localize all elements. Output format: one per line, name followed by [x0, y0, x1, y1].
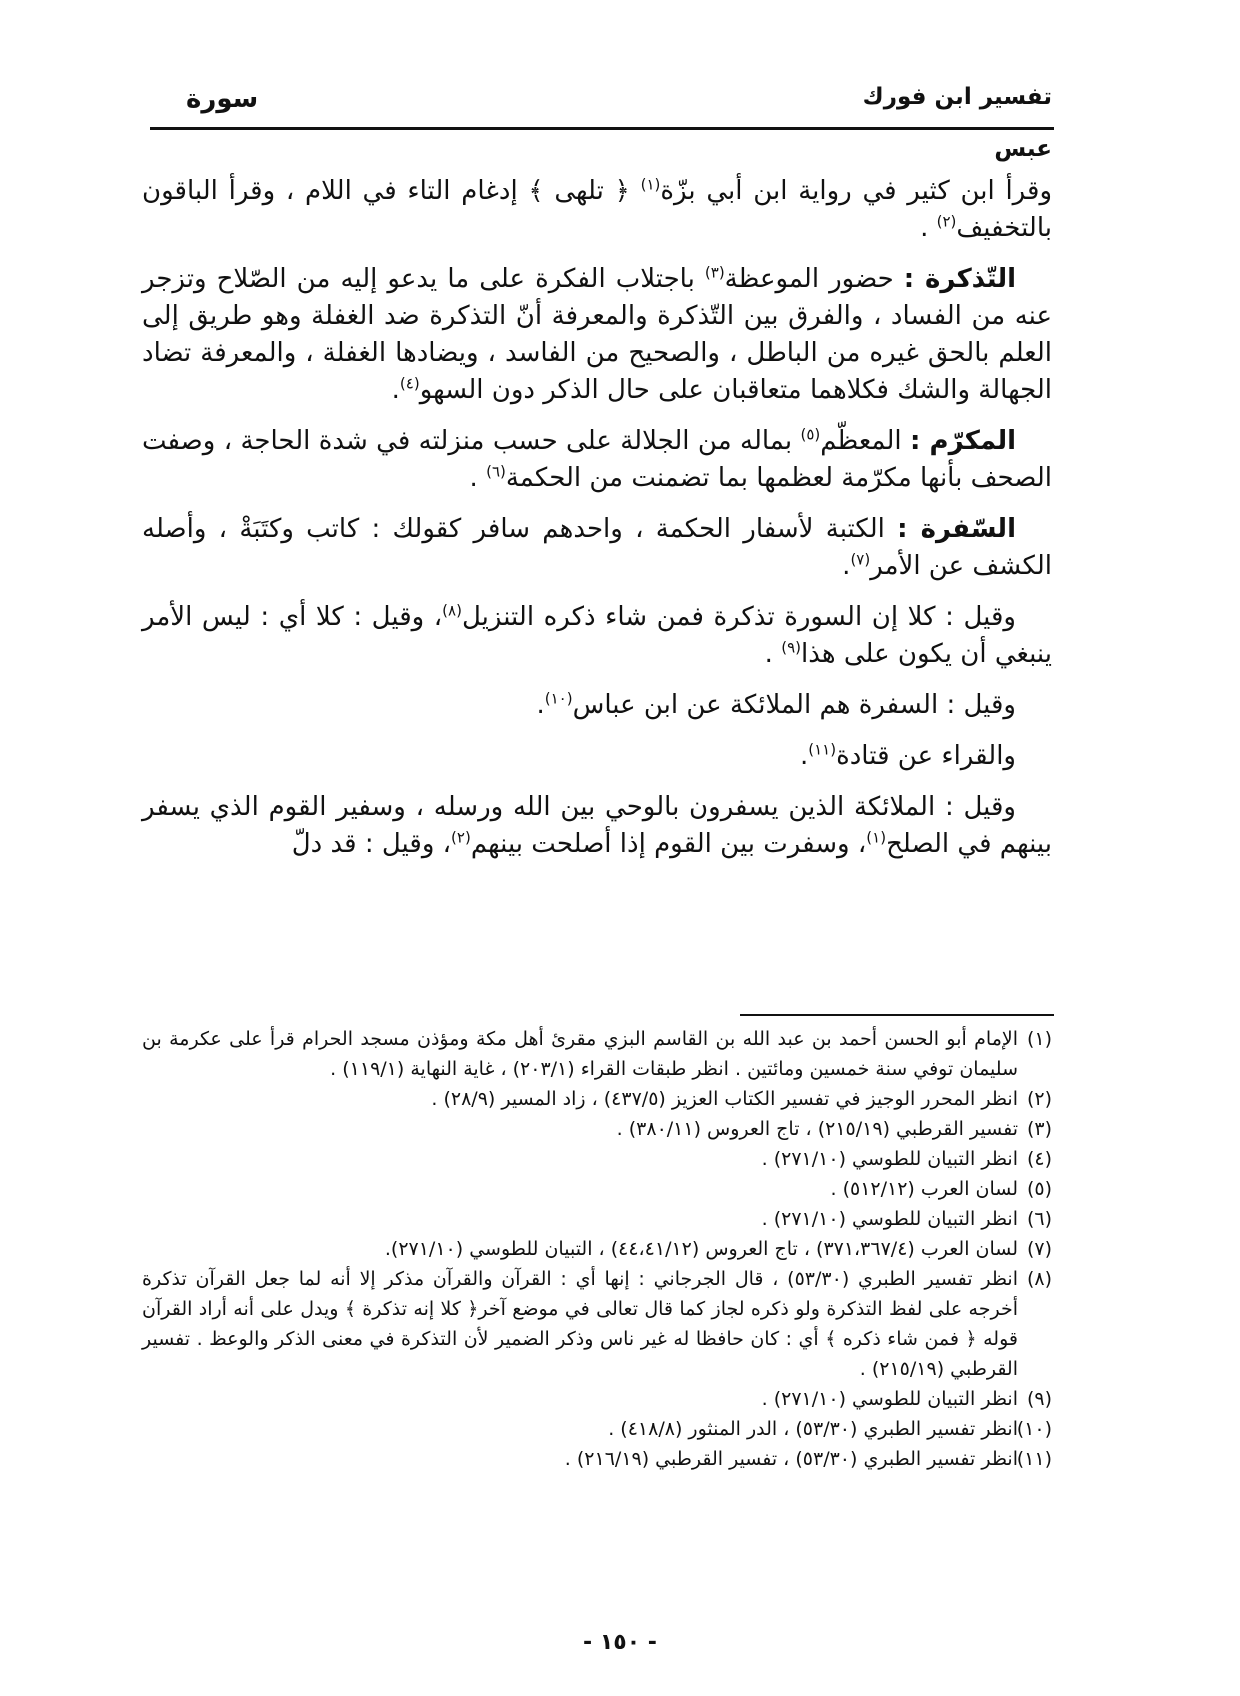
- footnote: (١٠)انظر تفسير الطبري (٥٣/٣٠) ، الدر المنثور (٤١٨/٨) .: [142, 1414, 1052, 1444]
- footnote-number: (٣): [1026, 1118, 1052, 1140]
- defined-term: السّفرة :: [897, 514, 1016, 544]
- footnote: (٩)انظر التبيان للطوسي (٢٧١/١٠) .: [142, 1384, 1052, 1414]
- paragraph: وقيل : كلا إن السورة تذكرة فمن شاء ذكره التنزيل$^{(٨)}$، وقيل : كلا أي : ليس الأمر ينبغي أن يكون على هذا$^{(٩)}$ .: [142, 601, 1052, 669]
- paragraph: والقراء عن قتادة$^{(١١)}$.: [800, 740, 1016, 771]
- footnote: (١١)انظر تفسير الطبري (٥٣/٣٠) ، تفسير القرطبي (٢١٦/١٩) .: [142, 1444, 1052, 1474]
- footnote-ref: (٢): [451, 828, 471, 847]
- footnote-number: (٢): [1026, 1088, 1052, 1110]
- paragraph: وقرأ ابن كثير في رواية ابن أبي بزّة$^{(١)}$ ﴿ تلهى ﴾ إدغام التاء في اللام ، وقرأ الباقون بالتخفيف$^{(٢)}$ .: [142, 175, 1052, 243]
- running-header-book-title: تفسير ابن فورك: [862, 84, 1052, 110]
- footnote: (١)الإمام أبو الحسن أحمد بن عبد الله بن القاسم البزي مقرئ أهل مكة ومؤذن مسجد الحرام قرأ على عكرمة بن سليمان توفي سنة خمسين ومائتين . انظر طبقات القراء (٢٠٣/١) ، غاية النهاية (١١٩/١) .: [142, 1024, 1052, 1084]
- footnote-divider: [740, 1014, 1054, 1016]
- footnote: (٧)لسان العرب (٣٧١،٣٦٧/٤) ، تاج العروس (٤٤،٤١/١٢) ، التبيان للطوسي (٢٧١/١٠).: [142, 1234, 1052, 1264]
- main-text: [142, 173, 1052, 877]
- footnote-ref: (١١): [808, 740, 837, 759]
- paragraph: السّفرة : الكتبة لأسفار الحكمة ، واحدهم سافر كقولك : كاتب وكتَبَةْ ، وأصله الكشف عن الأمر$^{(٧)}$.: [142, 514, 1052, 581]
- footnote-ref: (٩): [781, 638, 801, 657]
- page-number: - ١٥٠ -: [583, 1630, 657, 1655]
- defined-term: المكرّم :: [909, 426, 1017, 456]
- defined-term: التّذكرة :: [903, 264, 1016, 294]
- footnote: (٥)لسان العرب (٥١٢/١٢) .: [142, 1174, 1052, 1204]
- footnote-ref: (١): [640, 175, 661, 194]
- paragraph: وقيل : السفرة هم الملائكة عن ابن عباس$^{(١٠)}$.: [536, 689, 1016, 720]
- footnote-ref: (٣): [704, 263, 725, 282]
- footnote-number: (١٠): [1016, 1418, 1052, 1440]
- footnote-ref: (٧): [850, 550, 871, 569]
- footnote-number: (١١): [1016, 1448, 1052, 1470]
- footnotes: [142, 1024, 1052, 1474]
- footnote: (٦)انظر التبيان للطوسي (٢٧١/١٠) .: [142, 1204, 1052, 1234]
- running-header-section: سورة: [186, 84, 259, 114]
- footnote-number: (١): [1026, 1028, 1052, 1050]
- footnote-number: (٨): [1026, 1268, 1052, 1290]
- footnote: (٨)انظر تفسير الطبري (٥٣/٣٠) ، قال الجرجاني : إنها أي : القرآن والقرآن مذكر إلا أنه لما جعل القرآن تذكرة أخرجه على لفظ التذكرة ولو ذكره لجاز كما قال تعالى في موضع آخر﴿ كلا إنه تذكرة ﴾ ويدل على أنه أراد القرآن قوله ﴿ فمن شاء ذكره ﴾ أي : كان حافظا له غير ناس وذكر الضمير لأن التذكرة في معنى الذكر والوعظ . تفسير القرطبي (٢١٥/١٩) .: [142, 1264, 1052, 1384]
- footnote-ref: (١٠): [544, 689, 573, 708]
- footnote: (٣)تفسير القرطبي (٢١٥/١٩) ، تاج العروس (٣٨٠/١١) .: [142, 1114, 1052, 1144]
- paragraph: التّذكرة : حضور الموعظة$^{(٣)}$ باجتلاب الفكرة على ما يدعو إليه من الصّلاح وتزجر عنه من الفساد ، والفرق بين التّذكرة والمعرفة أنّ التذكرة ضد الغفلة وهو طريق إلى العلم بالحق غيره من الباطل ، والصحيح من الفاسد ، ويضادها الغفلة ، والمعرفة تضاد الجهالة والشك فكلاهما متعاقبان على حال الذكر دون السهو$^{(٤)}$.: [142, 263, 1052, 405]
- footnote-ref: (٢): [936, 212, 957, 231]
- footnote-ref: (٥): [800, 425, 821, 444]
- surah-name: عبس: [994, 136, 1052, 162]
- footnote: (٤)انظر التبيان للطوسي (٢٧١/١٠) .: [142, 1144, 1052, 1174]
- footnote-number: (٥): [1026, 1178, 1052, 1200]
- footnote-ref: (٨): [442, 601, 462, 620]
- footnote: (٢)انظر المحرر الوجيز في تفسير الكتاب العزيز (٤٣٧/٥) ، زاد المسير (٢٨/٩) .: [142, 1084, 1052, 1114]
- footnote-ref: (١): [866, 828, 887, 847]
- footnote-ref: (٦): [486, 462, 506, 481]
- footnote-number: (٧): [1026, 1238, 1052, 1260]
- paragraph: المكرّم : المعظّم$^{(٥)}$ بماله من الجلالة على حسب منزلته في شدة الحاجة ، وصفت الصحف بأنها مكرّمة لعظمها بما تضمنت من الحكمة$^{(٦)}$ .: [142, 425, 1052, 493]
- footnote-number: (٩): [1026, 1388, 1052, 1410]
- footnote-number: (٦): [1026, 1208, 1052, 1230]
- paragraph: وقيل : الملائكة الذين يسفرون بالوحي بين الله ورسله ، وسفير القوم الذي يسفر بينهم في الصلح$^{(١)}$، وسفرت بين القوم إذا أصلحت بينهم$^{(٢)}$، وقيل : قد دلّ: [142, 792, 1052, 859]
- header-divider: [150, 127, 1054, 130]
- footnote-ref: (٤): [399, 374, 420, 393]
- footnote-number: (٤): [1026, 1148, 1052, 1170]
